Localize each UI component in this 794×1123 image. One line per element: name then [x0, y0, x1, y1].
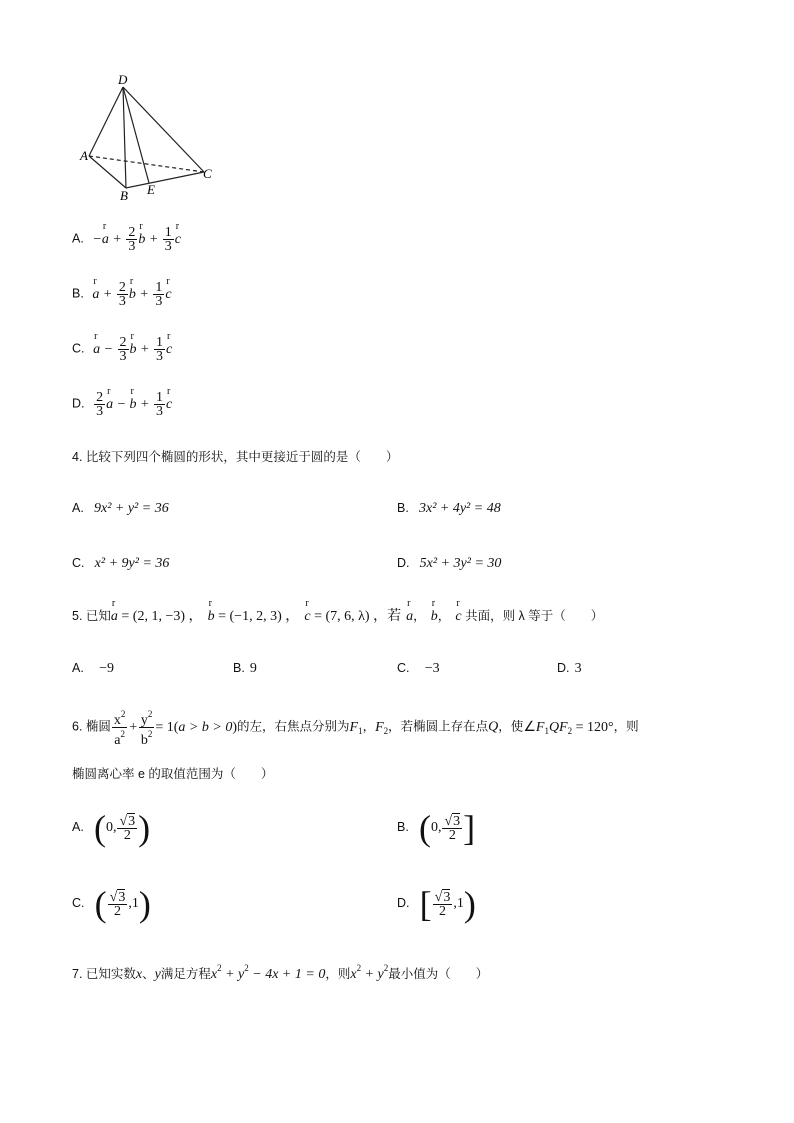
q5-option-c[interactable]: C. −3	[397, 661, 440, 676]
q6-stem: 6. 椭圆 $\frac{x^2}{a^2}$ + $\frac{y^2}{b^2}$ = 1(a > b > 0)的左，右焦点分别为$F_1$，$F_2$，若椭圆上存在点Q，使$\angle F_1QF_2 = 120^\circ$，则	[72, 709, 639, 748]
q5-option-d[interactable]: D. 3	[557, 661, 582, 676]
q4-option-a[interactable]: A. 9x² + y² = 36	[72, 501, 169, 516]
label-c: C	[203, 166, 212, 181]
q3-option-b[interactable]: B. r a + $\frac{2}{3}$ r b + $\frac{1}{3}$ r c	[72, 281, 172, 308]
q3-option-a[interactable]: A. −r a + $\frac{2}{3}$ r b + $\frac{1}{3}$ r c	[72, 226, 181, 253]
q4-option-c[interactable]: C. x² + 9y² = 36	[72, 556, 170, 571]
q3-option-c-expr: r a − $\frac{2}{3}$ r b + $\frac{1}{3}$ r c	[90, 342, 173, 357]
tetrahedron-figure	[78, 70, 218, 205]
q6-option-d[interactable]: D. [ $\frac{√3}{2}$ ,1)	[397, 884, 476, 924]
q6-option-b[interactable]: B. (0, $\frac{√3}{2}$ ]	[397, 808, 476, 848]
q6-option-a[interactable]: A. (0, $\frac{√3}{2}$ )	[72, 808, 151, 848]
q3-option-a-expr: −r a + $\frac{2}{3}$ r b + $\frac{1}{3}$ r c	[89, 232, 181, 247]
q6-option-c[interactable]: C. ( $\frac{√3}{2}$ ,1)	[72, 884, 151, 924]
q6-stem-line2: 椭圆离心率 e 的取值范围为（ ）	[72, 767, 274, 781]
q5-stem: 5. 已知r a = (2, 1, −3) ， r b = (−1, 2, 3) ， r c = (7, 6, λ) ，若 r a， r b， r c 共面，则 λ 等于（ ）	[72, 605, 603, 625]
q7-stem: 7. 已知实数x、y满足方程$x^2 + y^2 - 4x + 1 = 0$，则$x^2 + y^2$最小值为（ ）	[72, 963, 489, 982]
label-d: D	[118, 72, 128, 87]
label-e: E	[147, 182, 155, 197]
q3-option-b-expr: r a + $\frac{2}{3}$ r b + $\frac{1}{3}$ r c	[89, 287, 172, 302]
q3-option-d-expr: $\frac{2}{3}$ r a − r b + $\frac{1}{3}$ r c	[90, 397, 173, 412]
q5-option-a[interactable]: A. −9	[72, 661, 114, 676]
q3-option-c[interactable]: C. r a − $\frac{2}{3}$ r b + $\frac{1}{3}$ r c	[72, 336, 172, 363]
label-b: B	[120, 188, 128, 203]
label-a: A	[80, 148, 88, 163]
q4-option-b[interactable]: B. 3x² + 4y² = 48	[397, 501, 501, 516]
q3-option-d[interactable]: D. $\frac{2}{3}$ r a − r b + $\frac{1}{3}$ r c	[72, 391, 172, 418]
q4-option-d[interactable]: D. 5x² + 3y² = 30	[397, 556, 502, 571]
q4-stem: 4. 比较下列四个椭圆的形状，其中更接近于圆的是（ ）	[72, 450, 399, 464]
q5-option-b[interactable]: B. 9	[233, 661, 257, 676]
